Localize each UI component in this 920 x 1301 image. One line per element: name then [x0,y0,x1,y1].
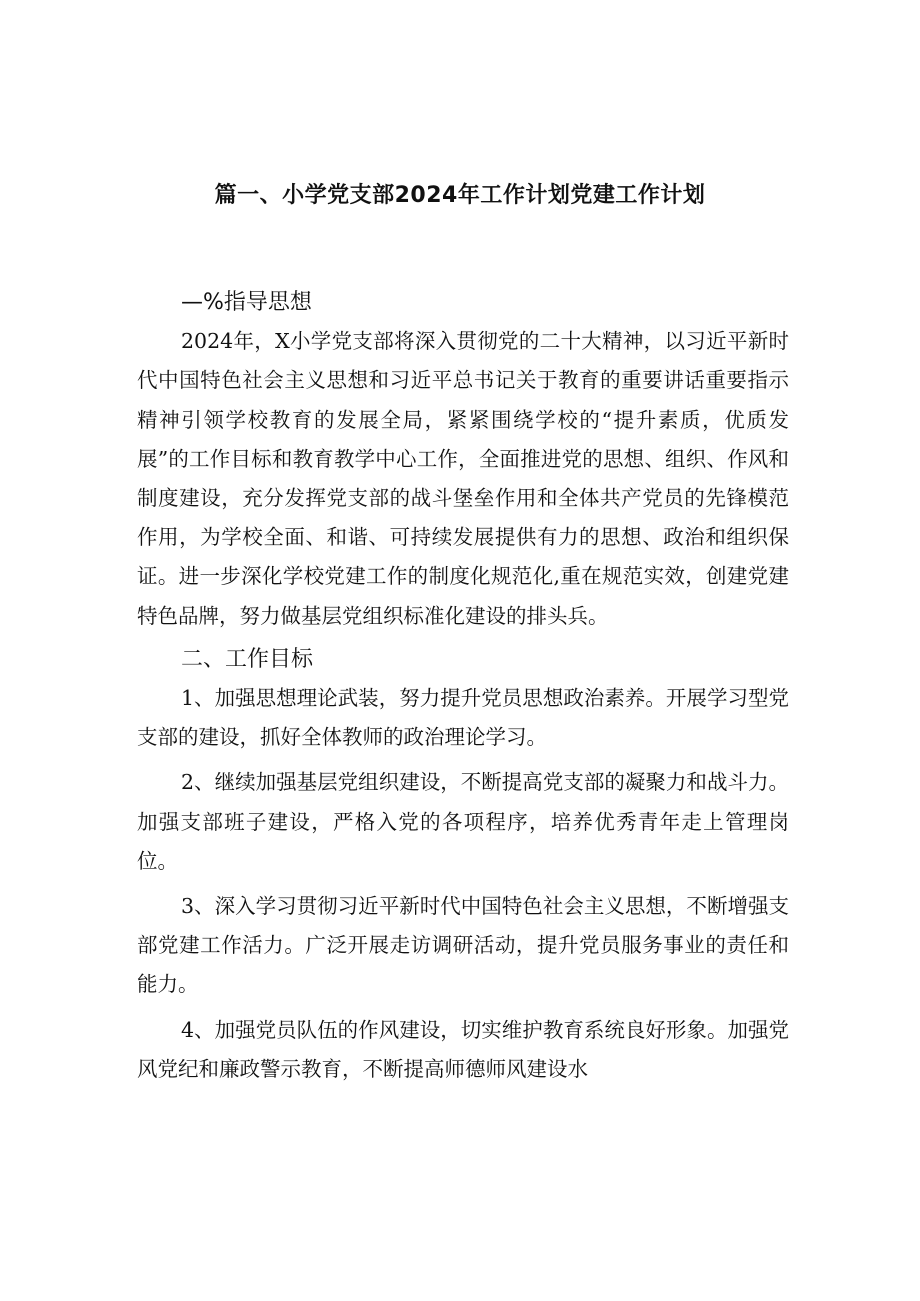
paragraph-goal-2: 2、继续加强基层党组织建设，不断提高党支部的凝聚力和战斗力。加强支部班子建设，严格入党的各项程序，培养优秀青年走上管理岗位。 [137,770,789,873]
paragraph-goal-3: 3、深入学习贯彻习近平新时代中国特色社会主义思想，不断增强支部党建工作活力。广泛开展走访调研活动，提升党员服务事业的责任和能力。 [137,894,789,997]
section-heading-work-goals: 二、工作目标 [181,646,314,672]
paragraph-guiding-ideology: 2024年，X小学党支部将深入贯彻党的二十大精神，以习近平新时代中国特色社会主义思想和习近平总书记关于教育的重要讲话重要指示精神引领学校教育的发展全局，紧紧围绕学校的“提升素质，优质发展”的工作目标和教育教学中心工作，全面推进党的思想、组织、作风和制度建设，充分发挥党支部的战斗堡垒作用和全体共产党员的先锋模范作用，为学校全面、和谐、可持续发展提供有力的思想、政治和组织保证。进一步深化学校党建工作的制度化规范化,重在规范实效，创建党建特色品牌，努力做基层党组织标准化建设的排头兵。 [137,329,789,628]
document-body [137,283,789,1089]
section-heading-guiding-ideology: —%指导思想 [181,290,312,315]
paragraph-goal-1: 1、加强思想理论武装，努力提升党员思想政治素养。开展学习型党支部的建设，抓好全体教师的政治理论学习。 [137,686,789,750]
document-title: 篇一、小学党支部2024年工作计划党建工作计划 [214,183,706,208]
paragraph-goal-4: 4、加强党员队伍的作风建设，切实维护教育系统良好形象。加强党风党纪和廉政警示教育，不断提高师德师风建设水 [137,1017,789,1081]
